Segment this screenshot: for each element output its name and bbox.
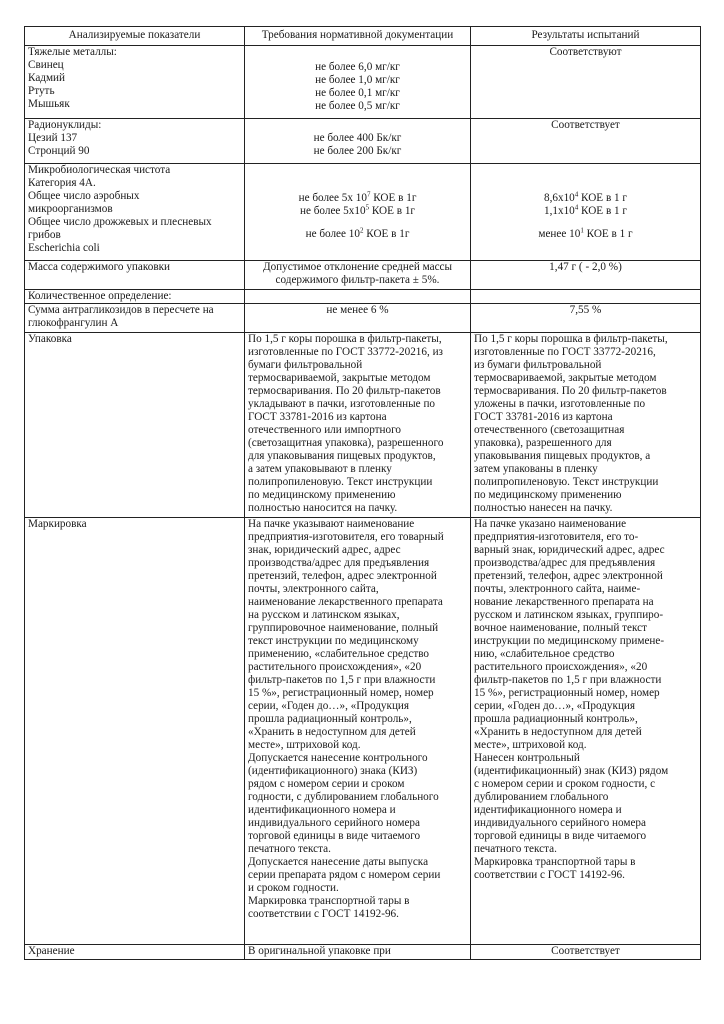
heavy-metals-result: Соответствуют <box>471 46 701 119</box>
text-line: месте», штриховой код. <box>474 739 587 751</box>
text-line: По 1,5 г коры порошка в фильтр-пакеты, <box>248 333 442 345</box>
text-line: русском и латинском языках, группиро- <box>474 609 664 621</box>
row-packaging <box>25 333 701 518</box>
marking-result <box>471 518 701 945</box>
req-yeast: не более $5х10^5$ КОЕ в 1г <box>299 203 416 217</box>
header-results: Результаты испытаний <box>471 27 701 46</box>
microbiology-results <box>471 164 701 261</box>
text-line: растительного происхождения», «20 <box>474 661 648 673</box>
text-line: нование лекарственного препарата на <box>474 596 654 608</box>
text-line: укладывают в пачки, изготовленные по <box>248 398 436 410</box>
row-mass <box>25 261 701 290</box>
row-microbiology <box>25 164 701 261</box>
text-line: 15 %», регистрационный номер, номер <box>248 687 434 699</box>
text-line: упаковка), разрешенного для <box>474 437 612 449</box>
text-line: Нанесен контрольный <box>474 752 580 764</box>
row-quantitative <box>25 290 701 304</box>
text-line: почты, электронного сайта, <box>248 583 379 595</box>
header-row <box>25 27 701 46</box>
text-line: группировочное наименование, полный <box>248 622 439 634</box>
text-line: серии, «Годен до…», «Продукция <box>474 700 636 712</box>
text-line: «Хранить в недоступном для детей <box>474 726 642 738</box>
text-line: (идентификационного) знака (КИЗ) <box>248 765 418 777</box>
text-line: 15 %», регистрационный номер, номер <box>474 687 660 699</box>
text-line: соответствии с ГОСТ 14192-96. <box>248 908 399 920</box>
text-line: упаковывания пищевых продуктов, а <box>474 450 651 462</box>
text-line: (идентификационный) знак (КИЗ) рядом <box>474 765 669 777</box>
text-line: полностью нанесен на пачку. <box>474 502 613 514</box>
radionuclides-requirements: не более 400 Бк/кг не более 200 Бк/кг <box>245 119 471 164</box>
packaging-label: Упаковка <box>25 333 245 518</box>
sum-result: 7,55 % <box>471 304 701 333</box>
text-line: претензий, телефон, адрес электронной <box>248 570 437 582</box>
text-line: изготовленные по ГОСТ 33772-20216, из <box>248 346 443 358</box>
text-line: фильтр-пакетов по 1,5 г при влажности <box>474 674 662 686</box>
text-line: месте», штриховой код. <box>248 739 361 751</box>
text-line: фильтр-пакетов по 1,5 г при влажности <box>248 674 436 686</box>
text-line: «Хранить в недоступном для детей <box>248 726 416 738</box>
test-results-table <box>24 26 701 960</box>
text-line: ГОСТ 33781-2016 из картона <box>248 411 387 423</box>
heavy-metals-requirements: не более 6,0 мг/кг не более 1,0 мг/кг не более 0,1 мг/кг не более 0,5 мг/кг <box>245 46 471 119</box>
marking-label: Маркировка <box>25 518 245 945</box>
text-line: Маркировка транспортной тары в <box>248 895 410 907</box>
text-line: растительного происхождения», «20 <box>248 661 422 673</box>
text-line: варный знак, юридический адрес, адрес <box>474 544 665 556</box>
text-line: отечественного или импортного <box>248 424 402 436</box>
text-line: предприятия-изготовителя, его товарный <box>248 531 444 543</box>
text-line: соответствии с ГОСТ 14192-96. <box>474 869 625 881</box>
text-line: полипропиленовую. Текст инструкции <box>248 476 433 488</box>
text-line: Маркировка транспортной тары в <box>474 856 636 868</box>
radionuclides-result: Соответствует <box>471 119 701 164</box>
microbiology-requirements <box>245 164 471 261</box>
mass-label: Масса содержимого упаковки <box>25 261 245 290</box>
text-line: уложены в пачки, изготовленные по <box>474 398 646 410</box>
text-line: торговой единицы в виде читаемого <box>474 830 647 842</box>
sum-requirement: не менее 6 % <box>245 304 471 333</box>
heavy-metals-label: Тяжелые металлы: Свинец Кадмий Ртуть Мышьяк <box>25 46 245 119</box>
text-line: применению, «слабительное средство <box>248 648 430 660</box>
text-line: полностью наносится на пачку. <box>248 502 398 514</box>
row-radionuclides <box>25 119 701 164</box>
text-line: производства/адрес для предъявления <box>474 557 656 569</box>
text-line: а затем упаковывают в пленку <box>248 463 392 475</box>
text-line: серии, «Годен до…», «Продукция <box>248 700 410 712</box>
text-line: Допускается нанесение даты выпуска <box>248 856 429 868</box>
text-line: печатного текста. <box>474 843 557 855</box>
text-line: из бумаги фильтровальной <box>474 359 602 371</box>
res-aerobic: $8,6х10^4$ КОЕ в 1 г <box>543 190 627 204</box>
text-line: по медицинскому применению <box>248 489 396 501</box>
row-storage <box>25 945 701 960</box>
text-line: ГОСТ 33781-2016 из картона <box>474 411 613 423</box>
text-line: бумаги фильтровальной <box>248 359 363 371</box>
text-line: дублированием глобального <box>474 791 609 803</box>
text-line: На пачке указано наименование <box>474 518 627 530</box>
text-line: текст инструкции по медицинскому <box>248 635 419 647</box>
row-marking <box>25 518 701 945</box>
res-ecoli: менее $10^1$ КОЕ в 1 г <box>538 226 633 240</box>
sum-label: Сумма антрагликозидов в пересчете на глюкофрангулин А <box>25 304 245 333</box>
text-line: вочное наименование, полный текст <box>474 622 647 634</box>
text-line: термосвариваемой, закрытые методом <box>474 372 657 384</box>
row-sum-anthraglycosides <box>25 304 701 333</box>
text-line: прошла радиационный контроль», <box>474 713 638 725</box>
mass-requirement: Допустимое отклонение средней массы содержимого фильтр-пакета ± 5%. <box>245 261 471 290</box>
storage-requirement: В оригинальной упаковке при <box>245 945 471 960</box>
text-line: На пачке указывают наименование <box>248 518 415 530</box>
packaging-result <box>471 333 701 518</box>
text-line: термосвариваемой, закрытые методом <box>248 372 431 384</box>
text-line: торговой единицы в виде читаемого <box>248 830 421 842</box>
text-line: идентификационного номера и <box>474 804 622 816</box>
text-line: отечественного (светозащитная <box>474 424 625 436</box>
text-line: годности, с дублированием глобального <box>248 791 439 803</box>
header-requirements: Требования нормативной документации <box>245 27 471 46</box>
text-line: печатного текста. <box>248 843 331 855</box>
text-line: прошла радиационный контроль», <box>248 713 412 725</box>
text-line: производства/адрес для предъявления <box>248 557 430 569</box>
text-line: индивидуального серийного номера <box>474 817 646 829</box>
text-line: и сроком годности. <box>248 882 339 894</box>
storage-label: Хранение <box>25 945 245 960</box>
text-line: нию, «слабительное средство <box>474 648 615 660</box>
radionuclides-label: Радионуклиды: Цезий 137 Стронций 90 <box>25 119 245 164</box>
text-line: идентификационного номера и <box>248 804 396 816</box>
text-line: Допускается нанесение контрольного <box>248 752 428 764</box>
text-line: по медицинскому применению <box>474 489 622 501</box>
text-line: претензий, телефон, адрес электронной <box>474 570 663 582</box>
req-ecoli: не более $10^2$ КОЕ в 1г <box>305 226 410 240</box>
text-line: затем упакованы в пленку <box>474 463 598 475</box>
row-heavy-metals <box>25 46 701 119</box>
mass-result: 1,47 г ( - 2,0 %) <box>471 261 701 290</box>
text-line: рядом с номером серии и сроком <box>248 778 405 790</box>
text-line: полипропиленовую. Текст инструкции <box>474 476 659 488</box>
text-line: По 1,5 г коры порошка в фильтр-пакеты, <box>474 333 668 345</box>
marking-requirement <box>245 518 471 945</box>
packaging-requirement <box>245 333 471 518</box>
storage-result: Соответствует <box>471 945 701 960</box>
text-line: (светозащитная упаковка), разрешенного <box>248 437 444 449</box>
text-line: изготовленные по ГОСТ 33772-20216, <box>474 346 656 358</box>
text-line: на русском и латинском языках, <box>248 609 400 621</box>
text-line: для упаковывания пищевых продуктов, <box>248 450 436 462</box>
microbiology-label: Микробиологическая чистота Категория 4А. Общее число аэробных микроорганизмов Общее число дрожжевых и плесневых грибов Escherichia coli <box>25 164 245 261</box>
text-line: предприятия-изготовителя, его то- <box>474 531 639 543</box>
res-yeast: $1,1х10^4$ КОЕ в 1 г <box>543 203 627 217</box>
req-aerobic: не более 5х $10^7$ КОЕ в 1г <box>298 190 417 204</box>
text-line: термосваривания. По 20 фильтр-пакетов <box>248 385 441 397</box>
quant-label: Количественное определение: <box>25 290 245 304</box>
text-line: инструкции по медицинскому примене- <box>474 635 665 647</box>
header-indicators: Анализируемые показатели <box>25 27 245 46</box>
text-line: почты, электронного сайта, наиме- <box>474 583 641 595</box>
text-line: знак, юридический адрес, адрес <box>248 544 401 556</box>
text-line: индивидуального серийного номера <box>248 817 420 829</box>
text-line: наименование лекарственного препарата <box>248 596 443 608</box>
text-line: термосваривания. По 20 фильтр-пакетов <box>474 385 667 397</box>
text-line: с номером серии и сроком годности, с <box>474 778 656 790</box>
text-line: серии препарата рядом с номером серии <box>248 869 441 881</box>
